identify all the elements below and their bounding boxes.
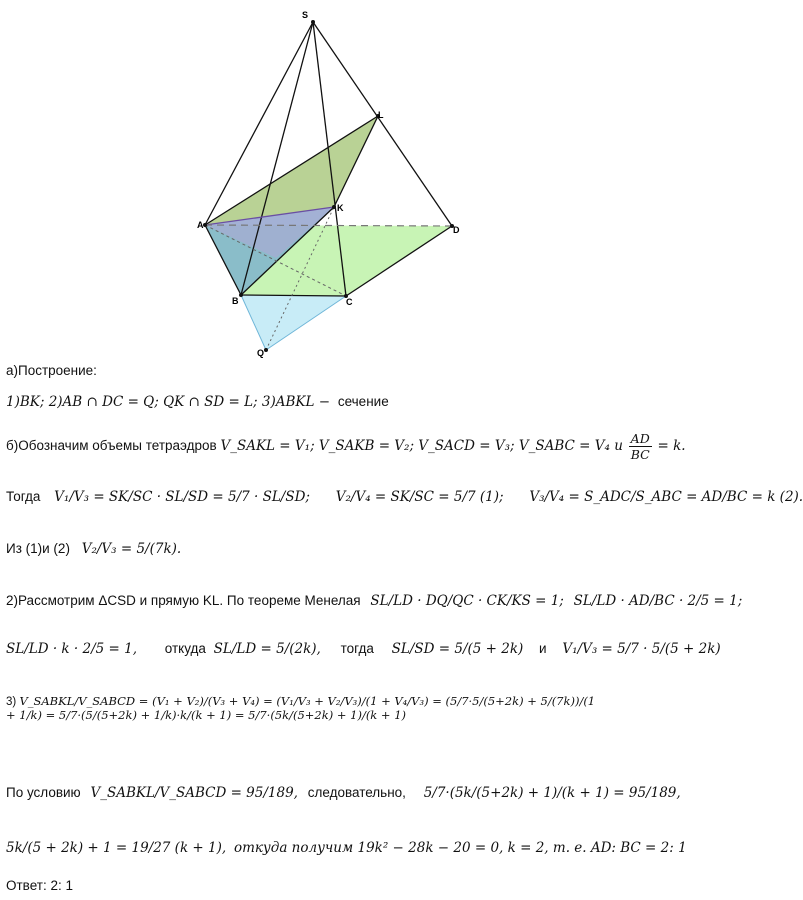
condition-line: По условию V_SABKL/V_SABCD = 95/189, следовательно, 5/7·(5k/(5+2k) + 1)/(k + 1) = 95/189, <box>6 785 681 801</box>
label-c: C <box>346 297 353 307</box>
label-a: A <box>197 220 204 230</box>
ratio-ad-bc: $\frac{AD}{BC}$ <box>630 431 650 462</box>
label-d: D <box>453 225 460 235</box>
menelaus-line2: SL/LD · k · 2/5 = 1, откуда SL/LD = 5/(2k), тогда SL/SD = 5/(5 + 2k) и V₁/V₃ = 5/7 · 5/(5 + 2k) <box>6 641 721 657</box>
pyramid-figure <box>0 0 614 360</box>
construction-header: а)Построение: <box>6 363 97 378</box>
menelaus-line1: 2)Рассмотрим ΔCSD и прямую KL. По теореме Менелая SL/LD · DQ/QC · CK/KS = 1; SL/LD · AD/BC · 2/5 = 1; <box>6 593 743 609</box>
label-q: Q <box>257 348 265 358</box>
from-1-2: Из (1)и (2) V₂/V₃ = 5/(7k). <box>6 541 182 557</box>
section-word: сечение <box>337 394 389 409</box>
construction-steps: 1)BK; 2)AB ∩ DC = Q; QK ∩ SD = L; 3)ABKL − сечение <box>6 394 389 410</box>
label-k: K <box>337 203 344 213</box>
volumes-definition: б)Обозначим объемы тетраэдров V_SAKL = V₁; V_SAKB = V₂; V_SACD = V₃; V_SABC = V₄ и $\frac{AD}{BC}$ = k. <box>6 431 686 462</box>
face-bqc-lightblue <box>241 295 346 350</box>
label-b: B <box>232 296 239 306</box>
then-equations: Тогда V₁/V₃ = SK/SC · SL/SD = 5/7 · SL/SD; V₂/V₄ = SK/SC = 5/7 (1); V₃/V₄ = S_ADC/S_ABC = AD/BC = k (2). <box>6 489 803 505</box>
answer: Ответ: 2: 1 <box>6 878 73 893</box>
label-s: S <box>302 10 309 20</box>
solve-line: 5k/(5 + 2k) + 1 = 19/27 (k + 1), откуда получим 19k² − 28k − 20 = 0, k = 2, т. е. AD: BC = 2: 1 <box>6 840 687 856</box>
part3-expression: 3) V_SABKL/V_SABCD = (V₁ + V₂)/(V₃ + V₄) = (V₁/V₃ + V₂/V₃)/(1 + V₄/V₃) = (5/7·5/(5+2k) + 5/(7k))/(1 + 1/k) = 5/7·(5/(5+2k) + 1/k)·k/(k + 1) = 5/7·(5k/(5+2k) + 1)/(k + 1) <box>6 694 596 722</box>
label-l: L <box>378 110 384 120</box>
